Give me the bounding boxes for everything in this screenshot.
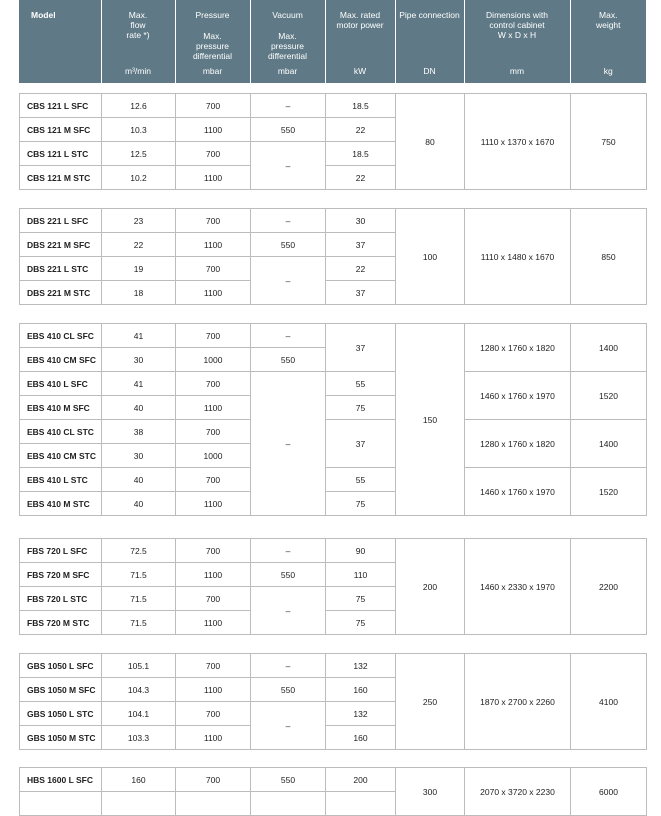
col-pipe-unit: DN [423, 66, 436, 76]
group-dbs [19, 208, 647, 305]
col-vacuum [250, 0, 325, 83]
table-row [20, 768, 647, 792]
vacuum-cell: 550 [251, 348, 326, 372]
col-pressure-sub2: pressure [195, 41, 230, 51]
vacuum-cell: 550 [251, 118, 326, 142]
flow-cell: 40 [102, 492, 176, 516]
table-header [19, 0, 646, 83]
weight-cell: 4100 [571, 654, 647, 750]
vacuum-cell: – [251, 702, 326, 750]
dimensions-cell: 1110 x 1370 x 1670 [465, 94, 571, 190]
pressure-cell: 700 [176, 768, 251, 792]
power-cell: 18.5 [326, 94, 396, 118]
col-dimensions [464, 0, 570, 83]
flow-cell: 41 [102, 372, 176, 396]
pressure-cell [176, 792, 251, 816]
model-cell: FBS 720 L SFC [20, 539, 102, 563]
pipe-cell: 80 [396, 94, 465, 190]
pressure-cell: 1100 [176, 118, 251, 142]
power-cell: 132 [326, 702, 396, 726]
weight-cell: 2200 [571, 539, 647, 635]
power-cell: 37 [326, 281, 396, 305]
col-flow [101, 0, 175, 83]
flow-cell: 22 [102, 233, 176, 257]
power-cell [326, 792, 396, 816]
power-cell: 37 [326, 420, 396, 468]
vacuum-cell: – [251, 324, 326, 348]
weight-cell: 1520 [571, 468, 647, 516]
dimensions-cell: 1460 x 1760 x 1970 [465, 468, 571, 516]
group-gbs [19, 653, 647, 750]
model-cell: FBS 720 M STC [20, 611, 102, 635]
dimensions-cell: 1110 x 1480 x 1670 [465, 209, 571, 305]
col-power-unit: kW [353, 66, 367, 76]
pipe-cell: 100 [396, 209, 465, 305]
flow-cell: 30 [102, 348, 176, 372]
flow-cell: 40 [102, 468, 176, 492]
pressure-cell: 1100 [176, 396, 251, 420]
pressure-cell: 1000 [176, 444, 251, 468]
pressure-cell: 700 [176, 372, 251, 396]
vacuum-cell: – [251, 94, 326, 118]
col-vacuum-sub2: pressure [270, 41, 305, 51]
power-cell: 22 [326, 118, 396, 142]
pressure-cell: 700 [176, 257, 251, 281]
table-row [20, 539, 647, 563]
pipe-cell: 250 [396, 654, 465, 750]
col-flow-line3: rate *) [126, 30, 150, 40]
power-cell: 55 [326, 372, 396, 396]
col-dimensions-line1: Dimensions with [486, 10, 548, 20]
pressure-cell: 1100 [176, 492, 251, 516]
flow-cell: 104.3 [102, 678, 176, 702]
model-cell: EBS 410 L STC [20, 468, 102, 492]
pressure-cell: 1100 [176, 611, 251, 635]
vacuum-cell: – [251, 209, 326, 233]
power-cell: 160 [326, 678, 396, 702]
flow-cell: 38 [102, 420, 176, 444]
flow-cell: 105.1 [102, 654, 176, 678]
model-cell: DBS 221 M STC [20, 281, 102, 305]
pressure-cell: 700 [176, 702, 251, 726]
col-vacuum-sub [251, 31, 325, 61]
col-vacuum-unit: mbar [277, 66, 298, 76]
col-dimensions-line3: W x D x H [497, 30, 537, 40]
flow-cell: 18 [102, 281, 176, 305]
model-cell: HBS 1600 L SFC [20, 768, 102, 792]
power-cell: 160 [326, 726, 396, 750]
model-cell: EBS 410 CM STC [20, 444, 102, 468]
pressure-cell: 700 [176, 654, 251, 678]
model-cell: CBS 121 L STC [20, 142, 102, 166]
model-cell: CBS 121 M STC [20, 166, 102, 190]
pipe-cell: 300 [396, 768, 465, 816]
col-power-title [326, 10, 395, 30]
model-cell: FBS 720 M SFC [20, 563, 102, 587]
flow-cell: 10.2 [102, 166, 176, 190]
power-cell: 75 [326, 492, 396, 516]
weight-cell: 750 [571, 94, 647, 190]
dimensions-cell: 1870 x 2700 x 2260 [465, 654, 571, 750]
vacuum-cell: 550 [251, 768, 326, 792]
dimensions-cell: 1280 x 1760 x 1820 [465, 324, 571, 372]
model-cell: EBS 410 L SFC [20, 372, 102, 396]
power-cell: 55 [326, 468, 396, 492]
table-row [20, 324, 647, 348]
flow-cell: 103.3 [102, 726, 176, 750]
model-cell: GBS 1050 M SFC [20, 678, 102, 702]
model-cell [20, 792, 102, 816]
flow-cell: 71.5 [102, 587, 176, 611]
col-weight-title [571, 10, 647, 30]
table-row [20, 209, 647, 233]
power-cell: 90 [326, 539, 396, 563]
vacuum-cell: – [251, 654, 326, 678]
pressure-cell: 700 [176, 539, 251, 563]
pressure-cell: 700 [176, 324, 251, 348]
model-cell: DBS 221 L STC [20, 257, 102, 281]
pressure-cell: 1100 [176, 726, 251, 750]
power-cell: 200 [326, 768, 396, 792]
pressure-cell: 700 [176, 94, 251, 118]
col-vacuum-sub1: Max. [278, 31, 297, 41]
pressure-cell: 1000 [176, 348, 251, 372]
flow-cell: 104.1 [102, 702, 176, 726]
table-row [20, 372, 647, 396]
vacuum-cell: 550 [251, 233, 326, 257]
power-cell: 110 [326, 563, 396, 587]
col-dimensions-title [465, 10, 570, 40]
flow-cell: 12.5 [102, 142, 176, 166]
vacuum-cell: – [251, 539, 326, 563]
col-pressure [175, 0, 250, 83]
power-cell: 75 [326, 396, 396, 420]
table-row [20, 654, 647, 678]
model-cell: EBS 410 M SFC [20, 396, 102, 420]
dimensions-cell: 1280 x 1760 x 1820 [465, 420, 571, 468]
col-power-line1: Max. rated [339, 10, 381, 20]
model-cell: GBS 1050 L SFC [20, 654, 102, 678]
pressure-cell: 700 [176, 142, 251, 166]
vacuum-cell: – [251, 587, 326, 635]
col-pressure-unit: mbar [202, 66, 223, 76]
flow-cell: 40 [102, 396, 176, 420]
table-row [20, 468, 647, 492]
weight-cell: 1400 [571, 420, 647, 468]
power-cell: 22 [326, 166, 396, 190]
col-pressure-sub [176, 31, 250, 61]
flow-cell: 71.5 [102, 563, 176, 587]
pipe-cell: 150 [396, 324, 465, 516]
dimensions-cell: 2070 x 3720 x 2230 [465, 768, 571, 816]
table-row [20, 94, 647, 118]
model-cell: EBS 410 CM SFC [20, 348, 102, 372]
col-flow-line1: Max. [128, 10, 148, 20]
power-cell: 22 [326, 257, 396, 281]
flow-cell: 72.5 [102, 539, 176, 563]
col-pressure-sub1: Max. [203, 31, 222, 41]
col-vacuum-title: Vacuum [272, 10, 303, 20]
vacuum-cell: – [251, 257, 326, 305]
col-weight-line1: Max. [599, 10, 618, 20]
model-cell: EBS 410 CL STC [20, 420, 102, 444]
vacuum-cell: – [251, 142, 326, 190]
col-dimensions-line2: control cabinet [489, 20, 545, 30]
group-cbs [19, 93, 647, 190]
pressure-cell: 1100 [176, 563, 251, 587]
flow-cell: 19 [102, 257, 176, 281]
col-pressure-title: Pressure [195, 10, 230, 20]
pressure-cell: 700 [176, 209, 251, 233]
col-power-line2: motor power [336, 20, 384, 30]
flow-cell: 30 [102, 444, 176, 468]
dimensions-cell: 1460 x 2330 x 1970 [465, 539, 571, 635]
flow-cell: 12.6 [102, 94, 176, 118]
col-vacuum-sub3: differential [267, 51, 308, 61]
group-hbs [19, 767, 647, 816]
flow-cell: 23 [102, 209, 176, 233]
model-cell: EBS 410 CL SFC [20, 324, 102, 348]
col-pipe-title: Pipe connection [399, 10, 460, 20]
col-flow-title [102, 10, 175, 40]
model-cell: CBS 121 L SFC [20, 94, 102, 118]
col-pipe [395, 0, 464, 83]
flow-cell: 160 [102, 768, 176, 792]
pressure-cell: 700 [176, 420, 251, 444]
flow-cell: 10.3 [102, 118, 176, 142]
pressure-cell: 1100 [176, 678, 251, 702]
weight-cell: 850 [571, 209, 647, 305]
col-flow-unit: m³/min [125, 66, 151, 76]
col-model-title: Model [31, 10, 56, 20]
col-weight-unit: kg [603, 66, 613, 76]
model-cell: FBS 720 L STC [20, 587, 102, 611]
col-weight [570, 0, 646, 83]
pressure-cell: 700 [176, 587, 251, 611]
power-cell: 75 [326, 611, 396, 635]
weight-cell: 1520 [571, 372, 647, 420]
model-cell: DBS 221 M SFC [20, 233, 102, 257]
weight-cell: 1400 [571, 324, 647, 372]
col-power [325, 0, 395, 83]
flow-cell: 71.5 [102, 611, 176, 635]
col-flow-line2: flow [130, 20, 146, 30]
weight-cell: 6000 [571, 768, 647, 816]
pressure-cell: 700 [176, 468, 251, 492]
col-model [19, 0, 101, 83]
table-row [20, 420, 647, 444]
col-weight-line2: weight [595, 20, 621, 30]
power-cell: 37 [326, 324, 396, 372]
group-fbs [19, 538, 647, 635]
pressure-cell: 1100 [176, 233, 251, 257]
pressure-cell: 1100 [176, 281, 251, 305]
model-cell: EBS 410 M STC [20, 492, 102, 516]
model-cell: GBS 1050 M STC [20, 726, 102, 750]
dimensions-cell: 1460 x 1760 x 1970 [465, 372, 571, 420]
model-cell: DBS 221 L SFC [20, 209, 102, 233]
model-cell: GBS 1050 L STC [20, 702, 102, 726]
model-cell: CBS 121 M SFC [20, 118, 102, 142]
vacuum-cell: – [251, 372, 326, 516]
pressure-cell: 1100 [176, 166, 251, 190]
power-cell: 75 [326, 587, 396, 611]
power-cell: 18.5 [326, 142, 396, 166]
vacuum-cell: 550 [251, 563, 326, 587]
group-ebs [19, 323, 647, 516]
col-dimensions-unit: mm [509, 66, 525, 76]
power-cell: 37 [326, 233, 396, 257]
vacuum-cell: 550 [251, 678, 326, 702]
power-cell: 30 [326, 209, 396, 233]
power-cell: 132 [326, 654, 396, 678]
flow-cell: 41 [102, 324, 176, 348]
pipe-cell: 200 [396, 539, 465, 635]
flow-cell [102, 792, 176, 816]
vacuum-cell [251, 792, 326, 816]
col-pressure-sub3: differential [192, 51, 233, 61]
